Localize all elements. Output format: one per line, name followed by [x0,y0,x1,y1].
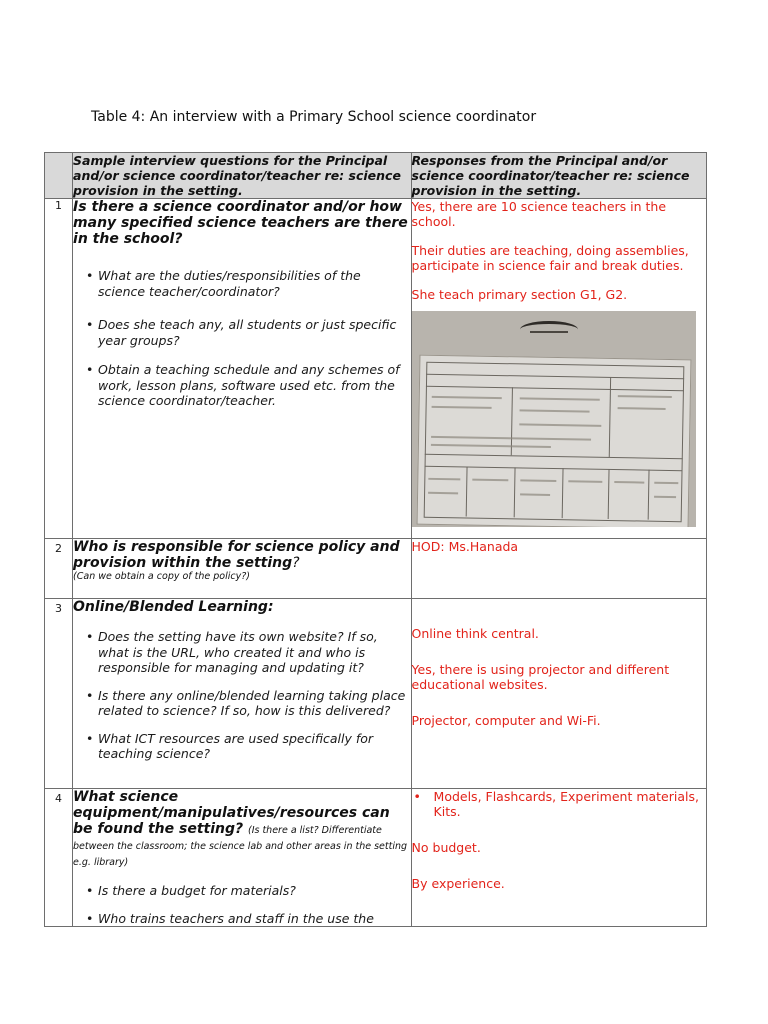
table-header-row [45,153,707,199]
list-item: • What ICT resources are used specifically for teaching science? [86,730,374,761]
row-number: 4 [45,789,73,927]
header-number-cell [45,153,73,199]
question-note: (Can we obtain a copy of the policy?) [73,571,250,582]
header-responses: Responses from the Principal and/or science coordinator/teacher re: science provision in the setting. [411,153,706,199]
interview-table [44,152,707,927]
question-heading: Online/Blended Learning: [73,599,274,615]
response-text: Online think central. [411,626,539,641]
response-text: No budget. [411,840,481,855]
list-item: • Obtain a teaching schedule and any schemes of work, lesson plans, software used etc. from the science coordinator/teacher. [86,362,400,408]
question-heading: What science equipment/manipulatives/resources can be found the setting? (Is there a list? Differentiate between the classroom; the science lab and other areas in the setting e.g. library) [73,789,408,868]
response-cell [411,539,706,599]
question-heading: Is there a science coordinator and/or how many specified science teachers are there in the school? [73,199,408,247]
question-heading: Who is responsible for science policy and provision within the setting? [73,539,400,571]
row-number: 2 [45,539,73,599]
table-row [45,789,707,927]
question-cell [73,599,412,789]
response-cell [411,599,706,789]
header-questions: Sample interview questions for the Principal and/or science coordinator/teacher re: science provision in the setting. [73,153,412,199]
list-item: • Does she teach any, all students or just specific year groups? [86,317,397,348]
response-text: By experience. [411,876,505,891]
lesson-plan-paper [416,355,691,527]
response-text: Yes, there are 10 science teachers in the school. [411,199,667,229]
response-text: She teach primary section G1, G2. [411,287,628,302]
response-cell [411,789,706,927]
question-cell [73,539,412,599]
response-bullets [412,789,706,819]
row-number: 1 [45,199,73,539]
response-text: Yes, there is using projector and different educational websites. [411,662,670,692]
response-text: Projector, computer and Wi-Fi. [411,713,601,728]
question-bullets [73,629,411,762]
list-item: • What are the duties/responsibilities of the science teacher/coordinator? [86,268,361,299]
table-row [45,539,707,599]
response-cell [411,199,706,539]
list-item: • Models, Flashcards, Experiment materials, Kits. [413,789,699,819]
table-row [45,599,707,789]
response-text: Their duties are teaching, doing assemblies, participate in science fair and break duties. [411,243,689,273]
list-item: • Is there any online/blended learning taking place related to science? If so, how is this delivered? [86,687,406,718]
response-text: HOD: Ms.Hanada [411,539,519,554]
question-bullets [73,883,411,926]
lesson-plan-photo [412,311,696,527]
question-cell [73,199,412,539]
list-item: • Does the setting have its own website? If so, what is the URL, who created it and who is responsible for managing and updating it? [86,629,378,675]
question-cell [73,789,412,927]
list-item: • Is there a budget for materials? [86,883,296,898]
table-row [45,199,707,539]
school-logo-icon [520,321,578,338]
question-bullets [73,268,411,409]
row-number: 3 [45,599,73,789]
table-caption: Table 4: An interview with a Primary School science coordinator [91,109,537,125]
list-item: • Who trains teachers and staff in the use the [86,910,374,926]
